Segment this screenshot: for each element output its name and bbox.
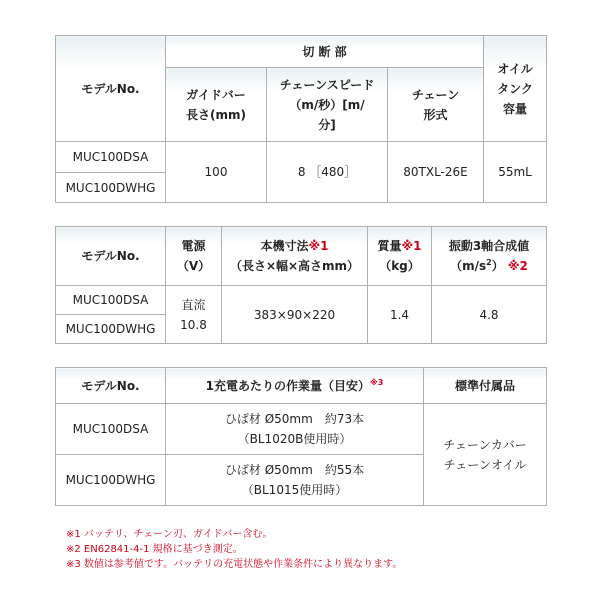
vibration-value: 4.8 — [432, 286, 547, 344]
accessory-item: チェーンカバー — [443, 437, 527, 452]
chain-type-header — [388, 68, 484, 142]
chain-type-value: 80TXL-26E — [388, 142, 484, 203]
work-amount-value — [166, 455, 424, 506]
bar-length-header-line: ガイドバー — [186, 87, 246, 102]
work-amount-line: （BL1015使用時） — [241, 483, 348, 497]
vibration-unit: （m/s — [450, 259, 487, 273]
power-value — [166, 286, 222, 344]
model-cell: MUC100DSA — [56, 404, 166, 455]
oil-tank-header — [484, 36, 547, 142]
power-value-line: 直流 — [181, 297, 206, 312]
spec-table-cutting — [55, 35, 547, 203]
vibration-unit-exponent: 2 — [486, 258, 492, 267]
chain-speed-header — [267, 68, 388, 142]
vibration-header — [432, 227, 547, 286]
footnote: ※1 バッテリ、チェーン刃、ガイドバー含む。 — [66, 529, 273, 540]
footnote: ※2 EN62841-4-1 規格に基づき測定。 — [66, 544, 243, 555]
chain-speed-header-line: 分] — [318, 117, 336, 132]
bar-length-header — [166, 68, 267, 142]
vibration-header-label: 振動3軸合成値 — [448, 239, 530, 253]
note-marker: ※1 — [308, 239, 329, 253]
power-header-line: （V） — [176, 259, 211, 273]
weight-value: 1.4 — [368, 286, 432, 344]
chain-type-header-line: チェーン — [411, 87, 460, 102]
model-cell: MUC100DSA — [56, 142, 166, 173]
note-marker: ※2 — [507, 259, 528, 273]
chain-speed-header-line: チェーンスピード — [279, 77, 375, 92]
work-amount-header-label: 1充電あたりの作業量（目安） — [205, 378, 370, 393]
dimensions-header-sub: （長さ×幅×高さmm） — [229, 259, 360, 273]
cutting-section-header: 切 断 部 — [166, 36, 484, 68]
dimensions-header — [222, 227, 368, 286]
work-amount-header — [166, 368, 424, 404]
power-value-line: 10.8 — [180, 317, 207, 332]
footnotes — [66, 527, 402, 572]
model-header: モデルNo. — [56, 227, 166, 286]
spec-table-body — [55, 226, 547, 344]
model-header: モデルNo. — [56, 368, 166, 404]
vibration-unit-close: ） — [491, 259, 504, 273]
work-amount-line: ひば材 Ø50mm 約55本 — [224, 463, 365, 477]
spec-table-work — [55, 367, 547, 506]
weight-header — [368, 227, 432, 286]
oil-capacity-value: 55mL — [484, 142, 547, 203]
oil-header-line: オイル — [497, 61, 533, 76]
dimensions-header-label: 本機寸法 — [260, 239, 309, 253]
chain-type-header-line: 形式 — [423, 107, 448, 122]
model-cell: MUC100DWHG — [56, 173, 166, 203]
model-cell: MUC100DWHG — [56, 315, 166, 344]
model-cell: MUC100DSA — [56, 286, 166, 315]
accessories-value — [424, 404, 547, 506]
bar-length-value: 100 — [166, 142, 267, 203]
chain-speed-value: 8 ［480］ — [267, 142, 388, 203]
work-amount-value — [166, 404, 424, 455]
power-header-line: 電源 — [181, 239, 206, 253]
accessory-item: チェーンオイル — [443, 457, 527, 472]
work-amount-line: （BL1020B使用時） — [237, 432, 352, 446]
dimensions-value: 383×90×220 — [222, 286, 368, 344]
power-header — [166, 227, 222, 286]
model-header: モデルNo. — [56, 36, 166, 142]
model-cell: MUC100DWHG — [56, 455, 166, 506]
oil-header-line: 容量 — [503, 101, 528, 116]
work-amount-line: ひば材 Ø50mm 約73本 — [224, 412, 365, 426]
footnote: ※3 数値は参考値です。バッテリの充電状態や作業条件により異なります。 — [66, 559, 403, 570]
note-marker: ※1 — [401, 239, 422, 253]
oil-header-line: タンク — [497, 81, 533, 96]
accessories-header: 標準付属品 — [424, 368, 547, 404]
weight-header-label: 質量 — [377, 239, 402, 253]
note-marker: ※3 — [370, 377, 384, 387]
bar-length-header-line: 長さ(mm) — [186, 107, 246, 122]
chain-speed-header-line: （m/秒）[m/ — [289, 97, 365, 112]
weight-header-unit: （kg） — [379, 259, 420, 273]
